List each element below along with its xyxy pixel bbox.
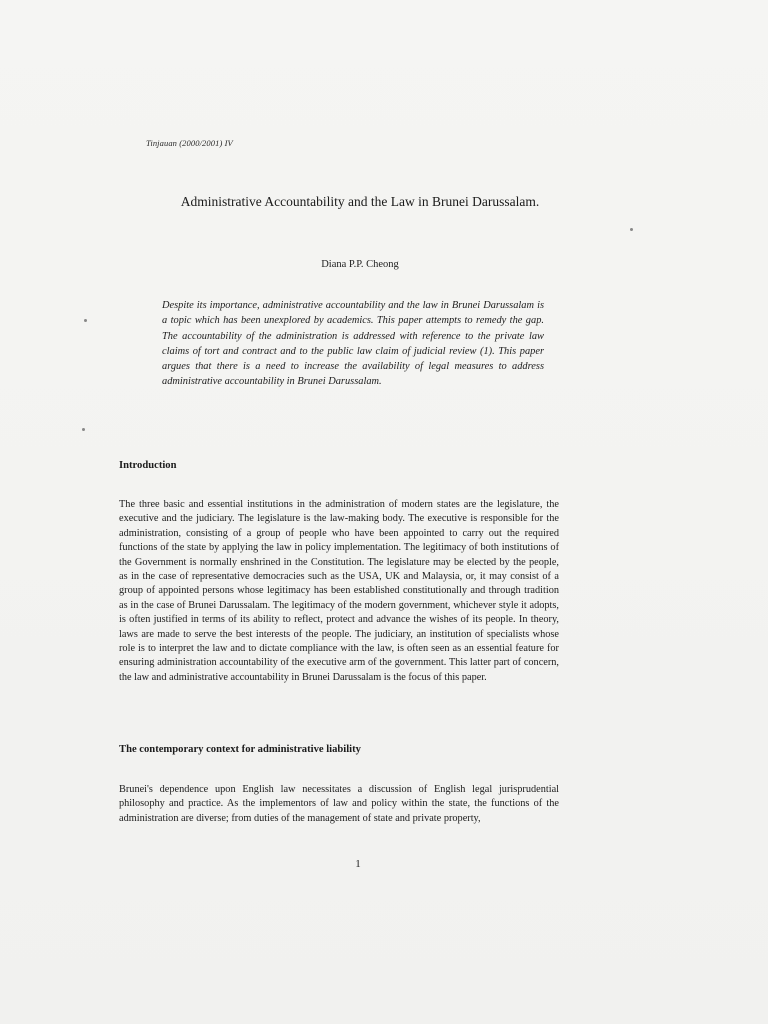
running-head: Tinjauan (2000/2001) IV — [146, 138, 233, 148]
scan-speck — [82, 428, 85, 431]
section-heading-contemporary-context: The contemporary context for administrative liability — [119, 744, 361, 755]
abstract: Despite its importance, administrative accountability and the law in Brunei Darussalam is a topic which has been unexplored by academics. This paper attempts to remedy the gap. The accountability of the administration is addressed with reference to the private law claims of tort and contract and to the public law claim of judicial review (1). This paper argues that there is a need to increase the availability of legal measures to address administrative accountability in Brunei Darussalam. — [162, 300, 544, 388]
scan-speck — [84, 319, 87, 322]
paper-title: Administrative Accountability and the Law in Brunei Darussalam. — [180, 194, 540, 209]
page-number: 1 — [355, 858, 361, 870]
section-body-contemporary-context: Brunei's dependence upon English law necessitates a discussion of English legal jurisprudential philosophy and practice. As the implementors of law and policy within the state, the functions of the administration are diverse; from duties of the management of state and private property, — [119, 784, 559, 824]
author-name: Diana P.P. Cheong — [321, 259, 399, 270]
section-heading-introduction: Introduction — [119, 460, 177, 471]
scan-speck — [630, 228, 633, 231]
section-body-introduction: The three basic and essential institutions in the administration of modern states are the legislature, the executive and the judiciary. The legislature is the law-making body. The executive is responsible for the administration, consisting of a group of people who have been appointed to carry out the required functions of the state by applying the law in policy implementation. The legitimacy of both institutions of the Government is normally enshrined in the Constitution. The legislature may be elected by the people, as in the case of representative democracies such as the USA, UK and Malaysia, or, it may consist of a group of appointed persons whose legitimacy has been established constitutionally and through tradition as in the case of Brunei Darussalam. The legitimacy of the modern government, whichever style it adopts, is often justified in terms of its ability to reflect, protect and advance the wishes of its people. In theory, laws are made to serve the best interests of the people. The judiciary, an institution of specialists whose role is to interpret the law and to dictate compliance with the law, is often seen as an essential feature for ensuring administration accountability of the executive arm of the government. This latter part of concern, the law and administrative accountability in Brunei Darussalam is the focus of this paper. — [119, 499, 559, 683]
